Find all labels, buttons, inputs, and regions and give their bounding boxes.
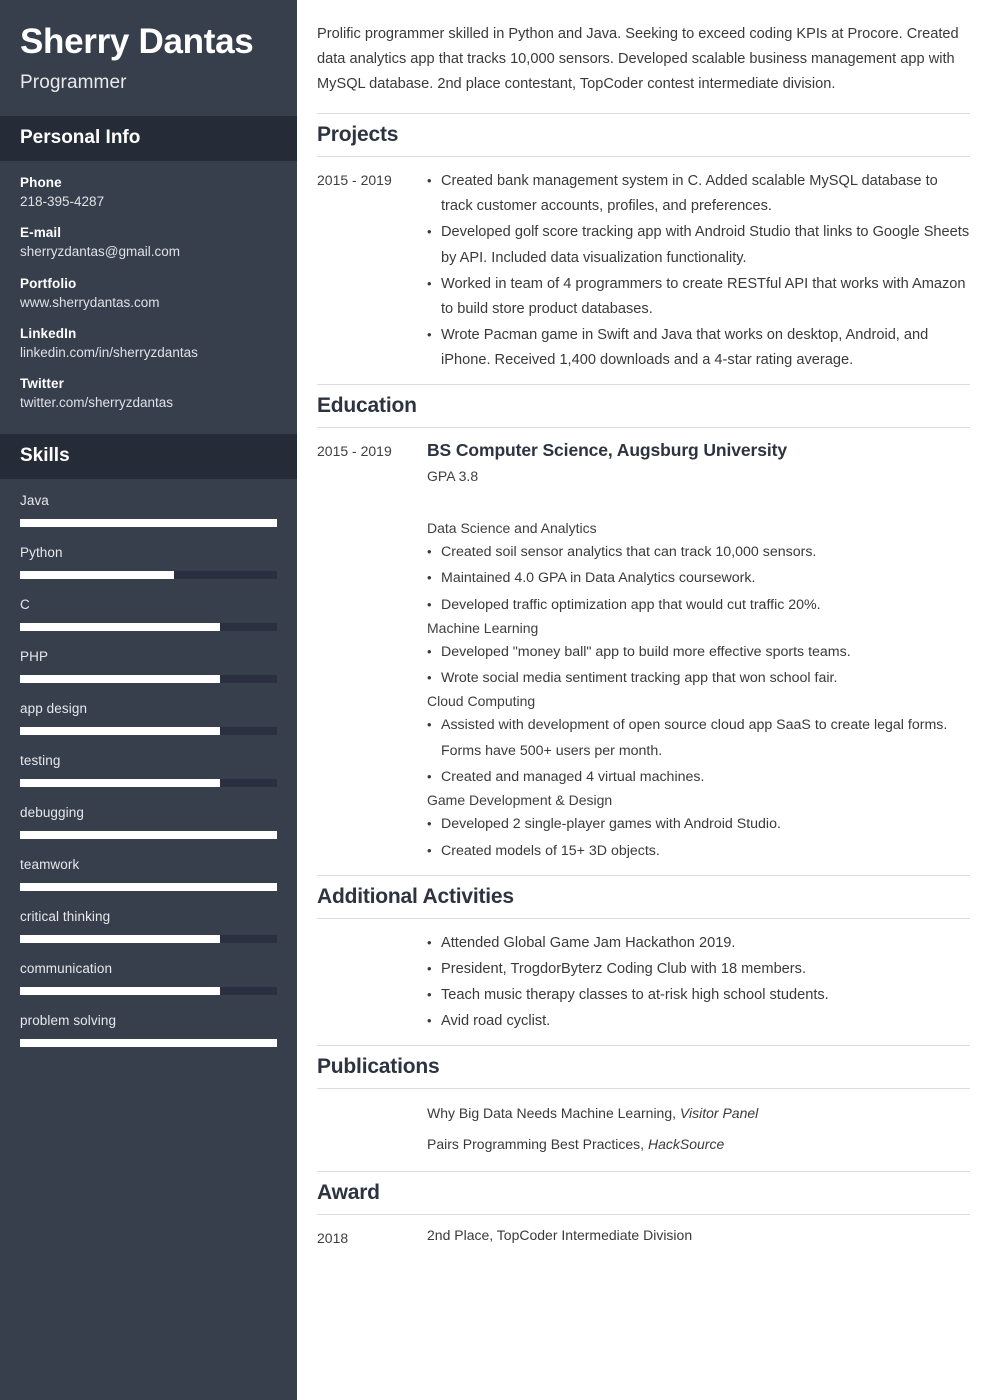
skill-item [20, 909, 277, 943]
skill-item [20, 493, 277, 527]
skill-item [20, 545, 277, 579]
skill-bar-track [20, 1039, 277, 1047]
identity-block [0, 0, 297, 116]
section-title-projects: Projects [317, 113, 970, 157]
section-title-award: Award [317, 1171, 970, 1215]
contact-item-portfolio [20, 276, 277, 312]
skill-item [20, 649, 277, 683]
section-education [317, 384, 970, 875]
skill-label: Java [20, 493, 49, 509]
list-item: • Wrote Pacman game in Swift and Java that works on desktop, Android, and iPhone. Received 1,400 downloads and a 4-star rating average. [427, 323, 970, 373]
list-item: • Teach music therapy classes to at-risk high school students. [427, 983, 970, 1008]
education-group-data-science [427, 520, 970, 618]
list-item: • Attended Global Game Jam Hackathon 2019. [427, 931, 970, 956]
group-label: Data Science and Analytics [427, 520, 597, 537]
skill-label: PHP [20, 649, 49, 665]
skill-label: teamwork [20, 857, 80, 873]
section-title-publications: Publications [317, 1045, 970, 1089]
education-entry [317, 428, 970, 875]
skill-bar-fill [20, 987, 220, 995]
skill-item [20, 753, 277, 787]
education-group-cloud-computing [427, 693, 970, 790]
group-bullet-list [427, 713, 970, 790]
publication-source: Visitor Panel [679, 1105, 759, 1122]
list-item: • Created bank management system in C. Added scalable MySQL database to track customer accounts, profiles, and preferences. [427, 169, 970, 219]
candidate-name: Sherry Dantas [20, 22, 254, 61]
skill-bar-fill [20, 935, 220, 943]
contact-value[interactable]: www.sherrydantas.com [20, 294, 160, 310]
group-bullet-list [427, 640, 970, 692]
list-item: • Worked in team of 4 programmers to create RESTful API that works with Amazon to build store product databases. [427, 272, 970, 322]
skill-bar-track [20, 779, 277, 787]
skill-item [20, 857, 277, 891]
list-item: • Created models of 15+ 3D objects. [427, 839, 970, 864]
section-publications [317, 1045, 970, 1170]
list-item: • Created and managed 4 virtual machines. [427, 765, 970, 790]
skill-bar-fill [20, 623, 220, 631]
skill-bar-track [20, 987, 277, 995]
contact-value[interactable]: linkedin.com/in/sherryzdantas [20, 344, 198, 360]
activities-bullet-list [427, 931, 970, 1034]
contact-value[interactable]: sherryzdantas@gmail.com [20, 244, 181, 260]
skill-bar-track [20, 935, 277, 943]
contact-item-twitter [20, 376, 277, 412]
publication-name: Why Big Data Needs Machine Learning, [427, 1105, 680, 1122]
contact-item-linkedin [20, 326, 277, 362]
award-entry [317, 1215, 970, 1257]
list-item: • Maintained 4.0 GPA in Data Analytics coursework. [427, 566, 970, 591]
sidebar [0, 0, 297, 1400]
contact-value[interactable]: 218-395-4287 [20, 194, 105, 210]
contact-item-phone [20, 175, 277, 211]
skills-heading: Skills [0, 434, 297, 479]
contact-label: Phone [20, 175, 62, 191]
skill-bar-fill [20, 779, 220, 787]
personal-info-list [0, 161, 297, 434]
award-date: 2018 [317, 1229, 349, 1246]
group-bullet-list [427, 812, 970, 864]
education-degree: BS Computer Science, Augsburg University [427, 440, 788, 461]
list-item: • Developed "money ball" app to build more effective sports teams. [427, 640, 970, 665]
education-gpa: GPA 3.8 [427, 468, 479, 485]
skill-item [20, 961, 277, 995]
education-body [427, 440, 970, 865]
activities-body [317, 919, 970, 1045]
contact-label: E-mail [20, 225, 62, 241]
education-group-machine-learning [427, 620, 970, 692]
contact-label: LinkedIn [20, 325, 77, 341]
projects-bullet-list [427, 169, 970, 373]
personal-info-heading: Personal Info [0, 116, 297, 161]
list-item: • Wrote social media sentiment tracking app that won school fair. [427, 666, 970, 691]
professional-summary: Prolific programmer skilled in Python and Java. Seeking to exceed coding KPIs at Procore. Created data analytics app that tracks 10,000 sensors. Developed scalable business management app with MySQL database. 2nd place contestant, TopCoder contest intermediate division. [317, 26, 959, 93]
contact-label: Twitter [20, 376, 64, 392]
skill-bar-fill [20, 727, 220, 735]
publication-name: Pairs Programming Best Practices, [427, 1136, 648, 1153]
skill-bar-fill [20, 571, 174, 579]
list-item: • Developed 2 single-player games with Android Studio. [427, 812, 970, 837]
main-content [297, 0, 990, 1400]
list-item: • Created soil sensor analytics that can track 10,000 sensors. [427, 540, 970, 565]
list-item: • Developed traffic optimization app that would cut traffic 20%. [427, 593, 970, 618]
skill-label: debugging [20, 805, 84, 821]
contact-value[interactable]: twitter.com/sherryzdantas [20, 395, 174, 411]
section-projects [317, 113, 970, 384]
publication-item [427, 1129, 970, 1160]
projects-entry [317, 157, 970, 384]
publications-body [317, 1089, 970, 1170]
group-label: Game Development & Design [427, 792, 613, 809]
skill-bar-track [20, 623, 277, 631]
section-title-education: Education [317, 384, 970, 428]
publication-item [427, 1098, 970, 1129]
skill-bar-fill [20, 1039, 277, 1047]
skill-bar-track [20, 571, 277, 579]
skill-item [20, 805, 277, 839]
skill-bar-fill [20, 831, 277, 839]
skill-bar-fill [20, 675, 220, 683]
list-item: • Assisted with development of open source cloud app SaaS to create legal forms. Forms have 500+ users per month. [427, 713, 970, 764]
section-title-activities: Additional Activities [317, 875, 970, 919]
group-label: Cloud Computing [427, 693, 536, 710]
skills-list [0, 479, 297, 1067]
skill-label: C [20, 597, 30, 613]
publication-source: HackSource [647, 1136, 725, 1153]
skill-bar-fill [20, 883, 277, 891]
list-item: • Developed golf score tracking app with Android Studio that links to Google Sheets by API. Included data visualization functionality. [427, 220, 970, 270]
skill-label: testing [20, 753, 61, 769]
skill-bar-track [20, 727, 277, 735]
skill-bar-track [20, 883, 277, 891]
contact-item-email [20, 225, 277, 261]
skill-bar-track [20, 675, 277, 683]
group-label: Machine Learning [427, 619, 539, 636]
contact-label: Portfolio [20, 275, 77, 291]
skill-label: problem solving [20, 1013, 117, 1029]
projects-date: 2015 - 2019 [317, 172, 392, 189]
education-date: 2015 - 2019 [317, 443, 392, 460]
education-group-game-development [427, 792, 970, 864]
section-award [317, 1171, 970, 1257]
award-description: 2nd Place, TopCoder Intermediate Division [427, 1226, 693, 1243]
candidate-job-title: Programmer [20, 72, 127, 94]
skill-bar-fill [20, 519, 277, 527]
list-item: • Avid road cyclist. [427, 1009, 970, 1034]
projects-body [427, 169, 970, 374]
skill-bar-track [20, 519, 277, 527]
skill-item [20, 701, 277, 735]
group-bullet-list [427, 540, 970, 618]
skill-label: critical thinking [20, 909, 111, 925]
skill-item [20, 1013, 277, 1047]
skill-item [20, 597, 277, 631]
skill-label: Python [20, 545, 63, 561]
skill-label: app design [20, 701, 88, 717]
skill-label: communication [20, 961, 113, 977]
skill-bar-track [20, 831, 277, 839]
section-additional-activities [317, 875, 970, 1045]
list-item: • President, TrogdorByterz Coding Club with 18 members. [427, 957, 970, 982]
spacer [427, 492, 970, 518]
